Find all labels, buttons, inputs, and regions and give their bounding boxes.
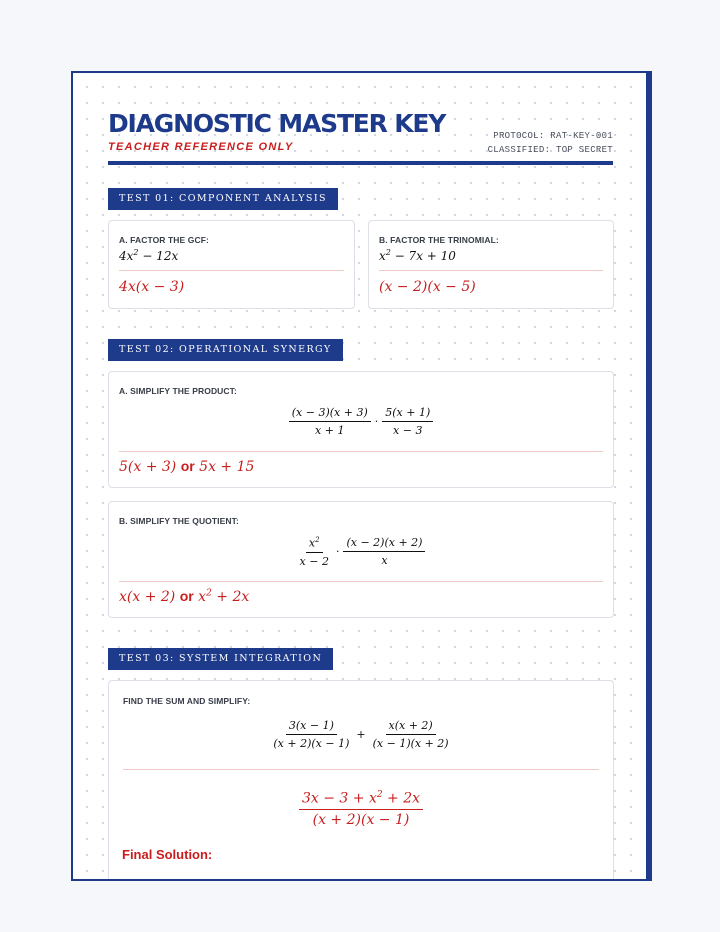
fraction-1: $\frac{3(x - 1)}{(x + 2)(x - 1)}$ xyxy=(273,719,350,750)
protocol-code: PROTOCOL: RAT-KEY-001 xyxy=(493,131,613,141)
page-subtitle: TEACHER REFERENCE ONLY xyxy=(108,141,294,153)
document-meta xyxy=(488,129,613,157)
problem-expression: $\frac{(x - 3)(x + 3)}{x + 1}$ · $\frac{5(x + 1)}{x - 3}$ xyxy=(109,406,613,437)
header xyxy=(108,109,613,153)
fraction-2: $\frac{x(x + 2)}{(x - 1)(x + 2)}$ xyxy=(372,719,449,750)
final-solution-label: Final Solution: xyxy=(122,847,213,862)
answer-divider xyxy=(119,581,603,582)
problem-label: B. SIMPLIFY THE QUOTIENT: xyxy=(119,516,239,526)
card-factor-gcf xyxy=(108,220,355,309)
header-rule xyxy=(108,161,613,165)
card-system-integration xyxy=(108,680,614,881)
answer-expression: 5(x + 3) or 5x + 15 xyxy=(119,458,255,475)
problem-label: FIND THE SUM AND SIMPLIFY: xyxy=(123,696,251,706)
answer-divider xyxy=(119,270,344,271)
problem-expression: $x^2 - 7x + 10$ xyxy=(379,248,456,263)
fraction-1: $\frac{x^2}{x - 2}$ xyxy=(299,536,329,568)
problem-expression: $\frac{3(x - 1)}{(x + 2)(x - 1)}$ + $\frac{x(x + 2)}{(x - 1)(x + 2)}$ xyxy=(109,719,613,750)
answer-divider xyxy=(379,270,603,271)
section-tag-test-01: TEST 01: COMPONENT ANALYSIS xyxy=(108,188,338,210)
problem-label: B. FACTOR THE TRINOMIAL: xyxy=(379,235,499,245)
section-tag-test-02: TEST 02: OPERATIONAL SYNERGY xyxy=(108,339,343,361)
card-simplify-product xyxy=(108,371,614,488)
result-fraction: $\frac{3x - 3 + x^2 + 2x}{(x + 2)(x - 1)}$ xyxy=(299,790,423,828)
answer-divider xyxy=(123,769,599,770)
fraction-2: $\frac{(x - 2)(x + 2)}{x}$ xyxy=(343,536,425,567)
problem-expression: $4x^2 - 12x$ xyxy=(119,248,179,263)
problem-label: A. FACTOR THE GCF: xyxy=(119,235,209,245)
section-tag-test-03: TEST 03: SYSTEM INTEGRATION xyxy=(108,648,333,670)
answer-divider xyxy=(119,451,603,452)
answer-expression: (x − 2)(x − 5) xyxy=(379,279,476,295)
answer-expression: 4x(x − 3) xyxy=(119,279,185,295)
worksheet-page xyxy=(71,71,648,881)
fraction-2: $\frac{5(x + 1)}{x - 3}$ xyxy=(382,406,433,437)
classification-label: CLASSIFIED: TOP SECRET xyxy=(487,145,613,155)
problem-expression: $\frac{x^2}{x - 2}$ · $\frac{(x - 2)(x + 2)}{x}$ xyxy=(109,536,613,568)
page-title: DIAGNOSTIC MASTER KEY xyxy=(108,109,446,138)
card-simplify-quotient xyxy=(108,501,614,618)
fraction-1: $\frac{(x - 3)(x + 3)}{x + 1}$ xyxy=(289,406,371,437)
card-factor-trinomial xyxy=(368,220,614,309)
problem-label: A. SIMPLIFY THE PRODUCT: xyxy=(119,386,237,396)
answer-expression: x(x + 2) or $x^2 + 2x$ xyxy=(119,588,250,605)
result-expression xyxy=(109,790,613,828)
